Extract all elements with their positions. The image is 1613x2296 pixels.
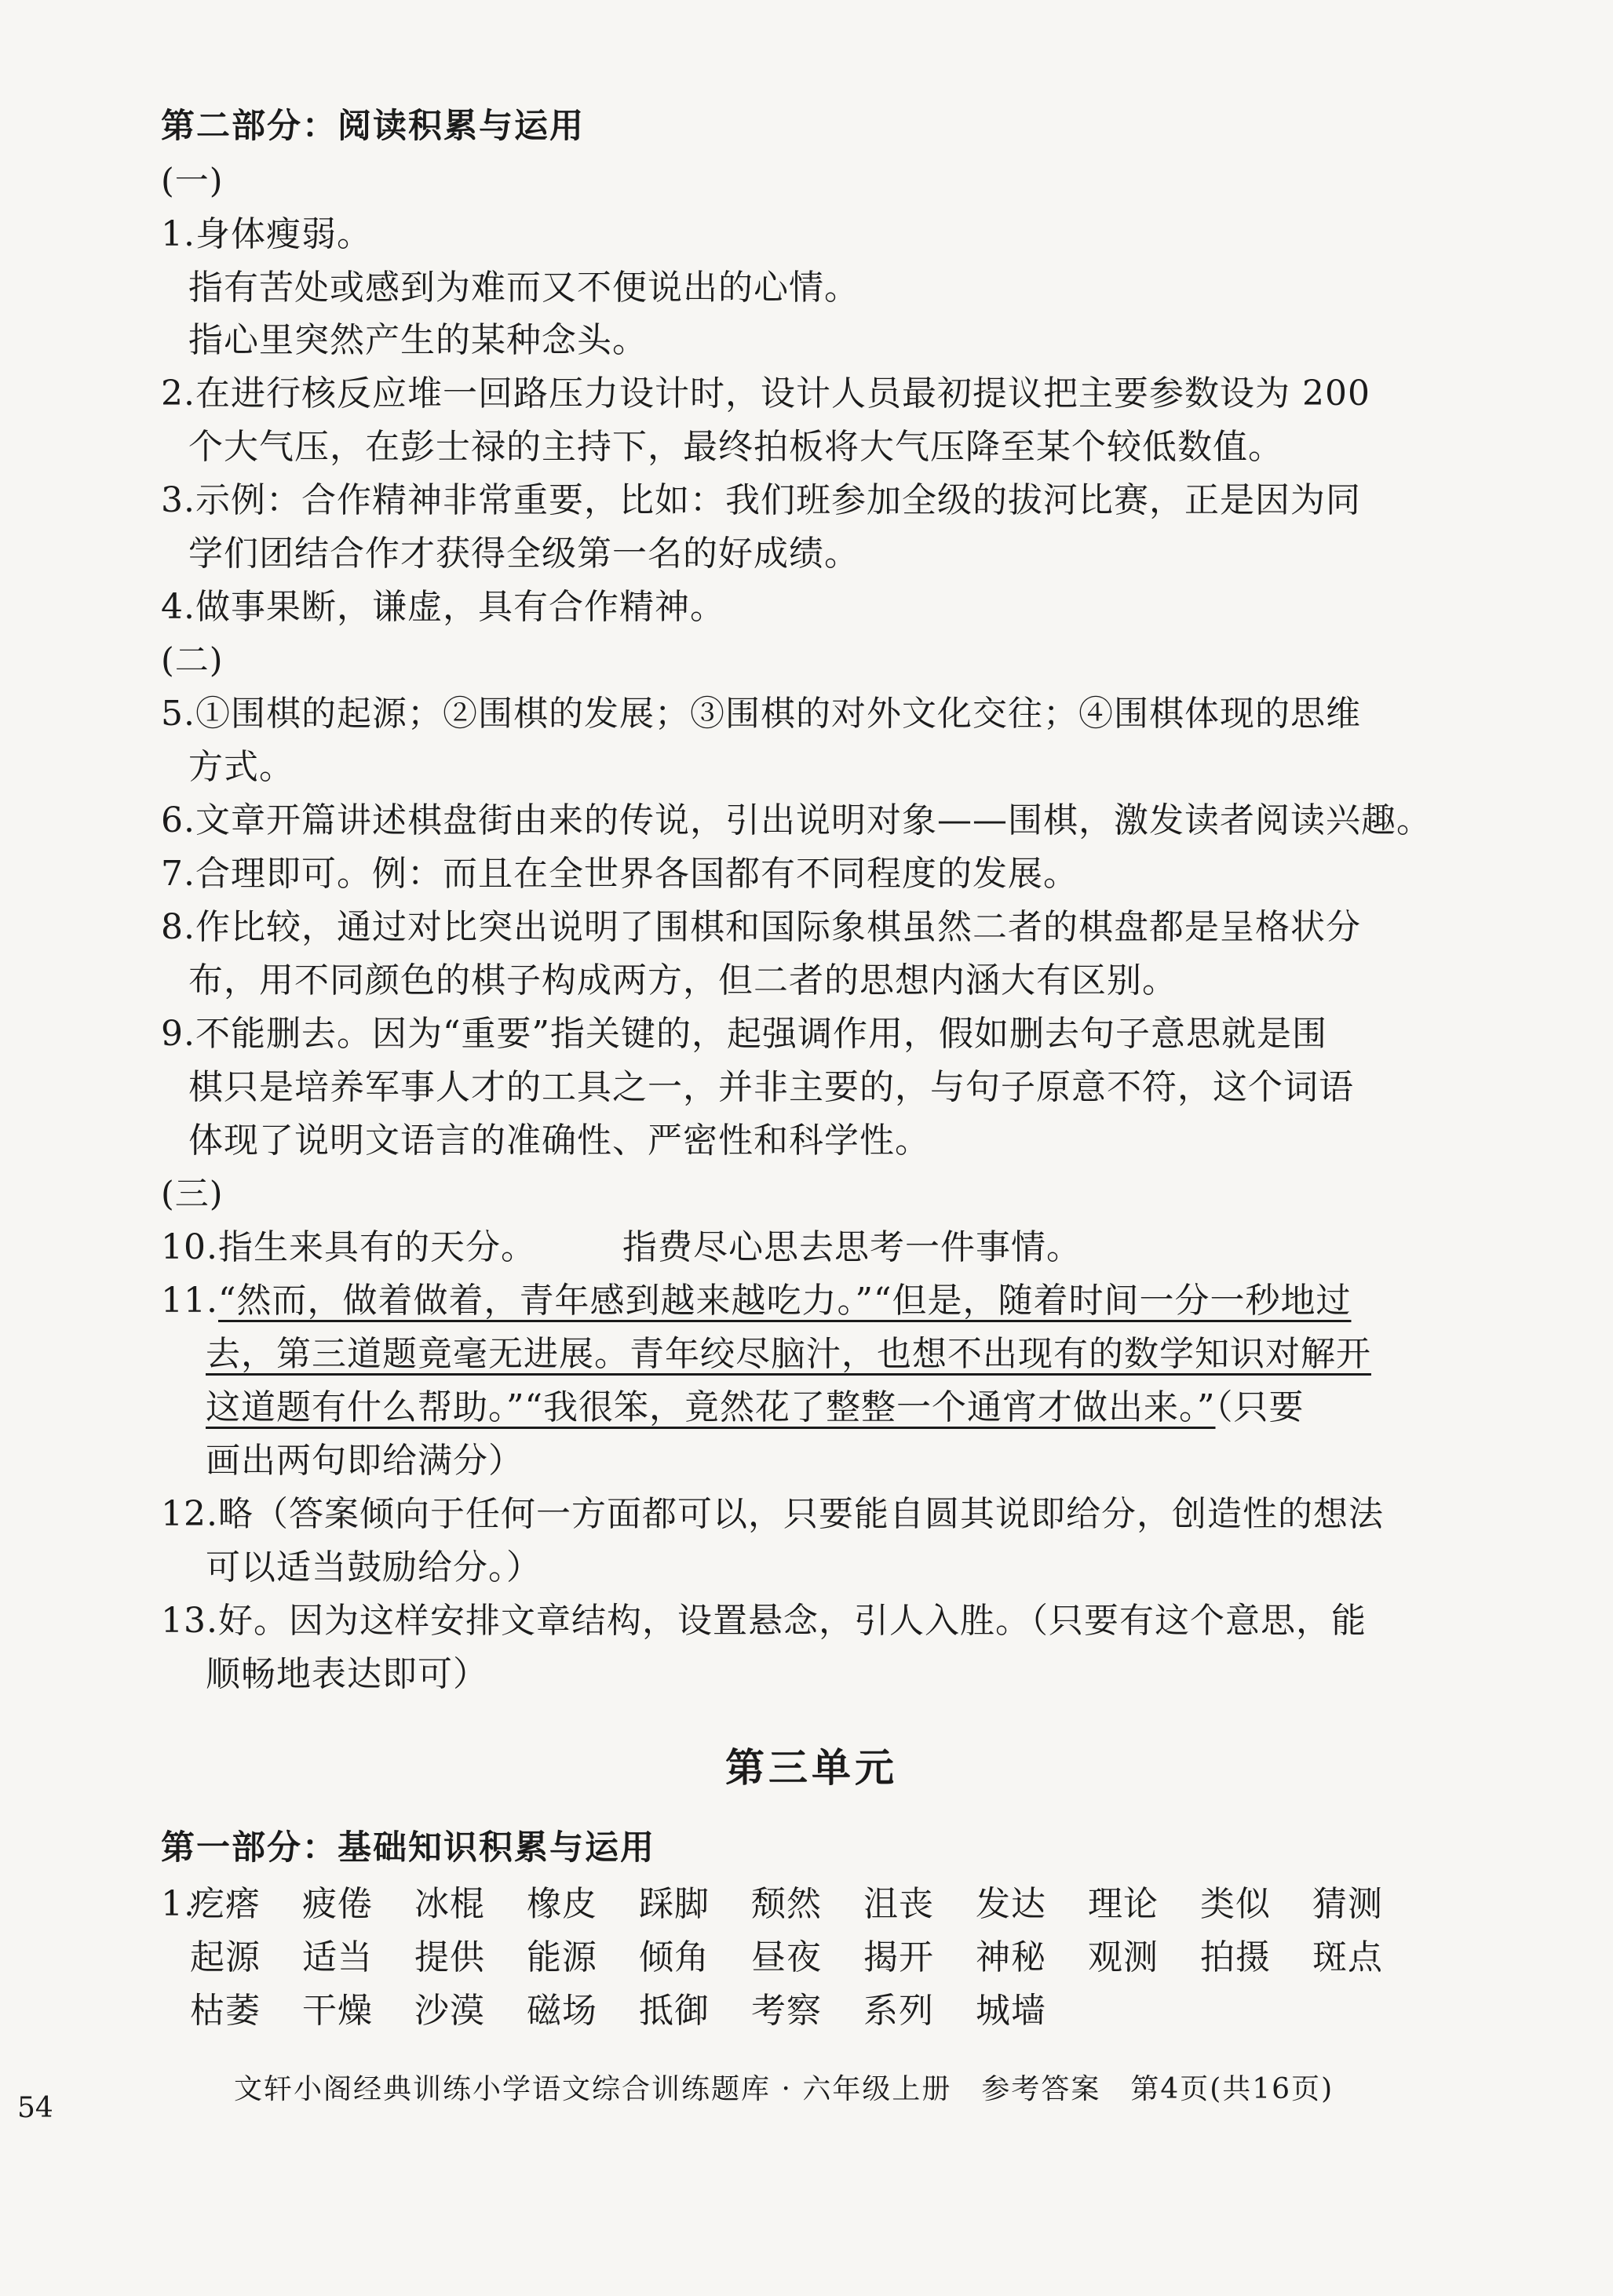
q3-line-1: 3.示例：合作精神非常重要，比如：我们班参加全级的拔河比赛，正是因为同 <box>161 480 1361 520</box>
vocab-word: 斑点 <box>1312 1937 1383 1977</box>
vocab-word: 神秘 <box>976 1937 1046 1977</box>
q1-line-1: 1.身体瘦弱。 <box>161 214 372 254</box>
vocab-word: 拍摄 <box>1200 1937 1271 1977</box>
part2-title: 第二部分：阅读积累与运用 <box>161 107 585 146</box>
vocab-word: 适当 <box>302 1937 373 1977</box>
vocab-word: 沮丧 <box>863 1884 934 1924</box>
unit3-part1-title: 第一部分：基础知识积累与运用 <box>161 1828 655 1868</box>
vocab-word: 干燥 <box>302 1991 373 2031</box>
vocab-word: 发达 <box>976 1884 1046 1924</box>
vocab-word: 能源 <box>527 1937 597 1977</box>
q11-underlined-quote-2-mid: 去，第三道题竟毫无进展。青年绞尽脑汁，也想不出现有的数学知识对解开 <box>206 1334 1371 1374</box>
q10-line <box>161 1225 1082 1270</box>
q7-line: 7.合理即可。例：而且在全世界各国都有不同程度的发展。 <box>161 854 1078 894</box>
vocab-word: 磁场 <box>527 1991 597 2031</box>
vocab-word: 起源 <box>190 1937 261 1977</box>
q11-note-start: （只要 <box>1215 1387 1305 1427</box>
vocab-word: 踩脚 <box>639 1884 710 1924</box>
q11-line-2 <box>206 1332 1371 1377</box>
vocab-word: 系列 <box>863 1991 934 2031</box>
q1-line-3: 指心里突然产生的某种念头。 <box>188 320 648 360</box>
q9-line-1: 9.不能删去。因为“重要”指关键的，起强调作用，假如删去句子意思就是围 <box>161 1014 1327 1054</box>
q11-underlined-quote-1: “然而，做着做着，青年感到越来越吃力。” <box>217 1281 874 1321</box>
vocab-word: 揭开 <box>863 1937 934 1977</box>
vocab-word: 抵御 <box>639 1991 710 2031</box>
footer-text: 文轩小阁经典训练小学语文综合训练题库 · 六年级上册 参考答案 第4页(共16页) <box>234 2073 1334 2105</box>
q4-line: 4.做事果断，谦虚，具有合作精神。 <box>161 587 725 627</box>
q8-line-2: 布，用不同颜色的棋子构成两方，但二者的思想内涵大有区别。 <box>188 960 1177 1000</box>
q10-answer-b: 指费尽心思去思考一件事情。 <box>622 1227 1082 1267</box>
page-number: 54 <box>17 2092 53 2124</box>
vocab-word: 观测 <box>1088 1937 1159 1977</box>
q12-line-1: 12.略（答案倾向于任何一方面都可以，只要能自圆其说即给分，创造性的想法 <box>161 1494 1384 1534</box>
vocab-word: 倾角 <box>639 1937 710 1977</box>
q2-line-2: 个大气压，在彭士禄的主持下，最终拍板将大气压降至某个较低数值。 <box>188 427 1283 467</box>
vocab-word: 冰棍 <box>414 1884 485 1924</box>
q8-line-1: 8.作比较，通过对比突出说明了围棋和国际象棋虽然二者的棋盘都是呈格状分 <box>161 907 1361 947</box>
q13-line-1: 13.好。因为这样安排文章结构，设置悬念，引人入胜。（只要有这个意思，能 <box>161 1601 1367 1641</box>
vocab-word: 类似 <box>1200 1884 1271 1924</box>
q11-underlined-quote-2-start: “但是，随着时间一分一秒地过 <box>873 1281 1352 1321</box>
vocab-word: 橡皮 <box>527 1884 597 1924</box>
vocab-word: 考察 <box>751 1991 822 2031</box>
q12-line-2: 可以适当鼓励给分。） <box>206 1547 542 1587</box>
section-label-3: (三) <box>161 1175 224 1214</box>
vocab-word: 提供 <box>414 1937 485 1977</box>
q2-line-1: 2.在进行核反应堆一回路压力设计时，设计人员最初提议把主要参数设为 200 <box>161 374 1370 414</box>
q11-line-1 <box>161 1278 1351 1324</box>
q9-line-2: 棋只是培养军事人才的工具之一，并非主要的，与句子原意不符，这个词语 <box>188 1067 1354 1107</box>
q13-line-2: 顺畅地表达即可） <box>206 1654 488 1694</box>
vocab-word: 猜测 <box>1312 1884 1383 1924</box>
q3-line-2: 学们团结合作才获得全级第一名的好成绩。 <box>188 534 859 574</box>
vocab-word: 颓然 <box>751 1884 822 1924</box>
vocab-word: 疙瘩 <box>190 1884 261 1924</box>
q9-line-3: 体现了说明文语言的准确性、严密性和科学性。 <box>188 1121 930 1161</box>
q11-number: 11. <box>161 1281 218 1321</box>
vocab-word: 昼夜 <box>751 1937 822 1977</box>
q1-line-2: 指有苦处或感到为难而又不便说出的心情。 <box>188 268 859 308</box>
q11-underlined-quote-2-end: 这道题有什么帮助。” <box>206 1387 525 1427</box>
q6-line: 6.文章开篇讲述棋盘街由来的传说，引出说明对象——围棋，激发读者阅读兴趣。 <box>161 800 1432 840</box>
vocab-word: 疲倦 <box>302 1884 373 1924</box>
q11-underlined-quote-3: “我很笨，竟然花了整整一个通宵才做出来。” <box>524 1387 1216 1427</box>
vocab-word: 城墙 <box>976 1991 1046 2031</box>
q5-line-2: 方式。 <box>188 747 294 787</box>
q11-line-3 <box>206 1385 1305 1430</box>
q5-line-1: 5.①围棋的起源；②围棋的发展；③围棋的对外文化交往；④围棋体现的思维 <box>161 694 1361 734</box>
vocab-word: 理论 <box>1088 1884 1159 1924</box>
q10-answer-a: 10.指生来具有的天分。 <box>161 1227 536 1267</box>
unit3-title: 第三单元 <box>725 1745 898 1791</box>
vocab-number: 1. <box>161 1884 195 1924</box>
section-label-2: (二) <box>161 641 224 680</box>
vocab-word: 沙漠 <box>414 1991 485 2031</box>
section-label-1: (一) <box>161 162 224 201</box>
vocab-word: 枯萎 <box>190 1991 261 2031</box>
q11-line-4: 画出两句即给满分） <box>206 1441 524 1481</box>
